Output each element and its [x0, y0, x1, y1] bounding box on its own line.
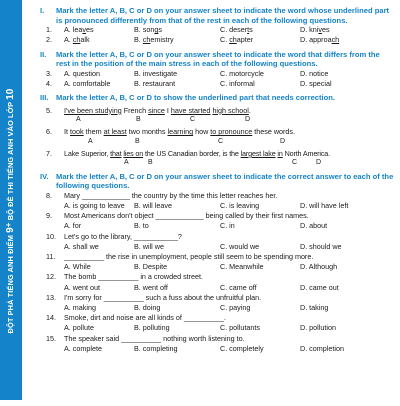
option-a: A. While: [64, 262, 91, 272]
option-a: A. chalk: [64, 35, 90, 45]
question-14: 14. Smoke, dirt and noise are all kinds of __________.: [40, 313, 395, 323]
section-3-heading: [40, 93, 395, 103]
answer-letters: A B C D: [124, 159, 322, 167]
option-c: C. is leaving: [220, 200, 260, 210]
option-a: A. pollute: [64, 323, 94, 333]
section-instruction: Mark the letter A, B, C or D on your answer sheet to indicate the word that differs from the rest in the position of the main stress in each of the following questions.: [56, 49, 380, 69]
option-a: A. is going to leave: [64, 200, 125, 210]
question-stem: The speaker said __________ nothing worth listening to.: [64, 333, 245, 343]
option-d: D. completion: [300, 343, 344, 353]
question-8: 8. Mary ____________ the country by the time this letter reaches her.: [40, 191, 395, 201]
question-6: [40, 127, 395, 137]
section-1-heading: [40, 6, 395, 25]
book-spine-band: [0, 0, 22, 400]
answer-letters: A B C D: [88, 137, 286, 145]
option-b: B. songs: [134, 25, 162, 35]
question-7: [40, 149, 395, 159]
question-number: 3.: [46, 68, 52, 78]
question-11: 11. __________ the rise in unemployment, people still seem to be spending more.: [40, 252, 395, 262]
spine-title-mid: BỘ ĐỀ THI TIẾNG ANH VÀO LỚP: [6, 102, 15, 221]
section-4-heading: [40, 172, 395, 191]
spine-title-nine: 9: [5, 227, 16, 233]
question-15: 15. The speaker said __________ nothing worth listening to.: [40, 334, 395, 344]
question-stem: Smoke, dirt and noise are all kinds of __________.: [64, 313, 226, 323]
option-b: B. chemistry: [134, 35, 174, 45]
question-3: [40, 69, 395, 79]
section-number: I.: [40, 6, 45, 15]
spine-title-pre: ĐỘT PHÁ TIẾNG ANH ĐIỂM: [6, 235, 15, 334]
option-b: B. will leave: [134, 200, 172, 210]
spine-title: [4, 16, 18, 406]
option-c: C. motorcycle: [220, 68, 264, 78]
option-a: A. question: [64, 68, 100, 78]
question-number: 2.: [46, 35, 52, 45]
option-a: A. making: [64, 302, 96, 312]
option-c: C. completely: [220, 343, 264, 353]
spine-title-plus: +: [4, 222, 13, 228]
option-d: D. pollution: [300, 323, 336, 333]
option-d: D. Although: [300, 262, 338, 272]
option-d: D. came out: [300, 282, 339, 292]
option-c: C. came off: [220, 282, 257, 292]
option-c: C. chapter: [220, 35, 254, 45]
option-d: D. will have left: [300, 200, 349, 210]
section-instruction: Mark the letter A, B, C or D on your answer sheet to indicate the correct answer to each of the following questions.: [56, 171, 394, 191]
question-sentence: Lake Superior, that lies on the US Canadian border, is the largest lake in North America.: [64, 148, 330, 158]
question-sentence: It took them at least two months learning how to pronounce these words.: [64, 127, 295, 137]
option-b: B. Despite: [134, 262, 168, 272]
option-d: D. notice: [300, 68, 329, 78]
option-c: C. deserts: [220, 25, 253, 35]
section-number: III.: [40, 93, 49, 103]
option-a: A. complete: [64, 343, 102, 353]
option-d: D. taking: [300, 302, 329, 312]
option-b: B. polluting: [134, 323, 170, 333]
option-b: B. went off: [134, 282, 168, 292]
option-b: B. to: [134, 221, 149, 231]
option-d: D. approach: [300, 35, 340, 45]
option-d: D. knives: [300, 25, 330, 35]
question-2: [40, 35, 395, 45]
question-8-options: [40, 201, 395, 211]
question-4: [40, 79, 395, 89]
question-stem: Mary ____________ the country by the time this letter reaches her.: [64, 190, 278, 200]
question-13: 13. I'm sorry for __________ such a fuss about the unfruitful plan.: [40, 293, 395, 303]
option-b: B. completing: [134, 343, 178, 353]
question-number: 4.: [46, 78, 52, 88]
question-sentence: I've been studying French since I have started high school.: [64, 105, 251, 115]
question-12: 12. The bomb __________ in a crowded street.: [40, 272, 395, 282]
option-a: A. went out: [64, 282, 100, 292]
option-c: C. pollutants: [220, 323, 260, 333]
option-b: B. doing: [134, 302, 161, 312]
question-11-options: [40, 262, 395, 272]
question-10: 10. Let's go to the library, ___________?: [40, 232, 395, 242]
question-number: 1.: [46, 25, 52, 35]
question-10-options: [40, 242, 395, 252]
question-12-options: [40, 283, 395, 293]
option-c: C. in: [220, 221, 235, 231]
question-9: 9. Most Americans don't object ____________ being called by their first names.: [40, 211, 395, 221]
option-d: D. special: [300, 78, 332, 88]
question-stem: __________ the rise in unemployment, people still seem to be spending more.: [64, 251, 314, 261]
option-b: B. investigate: [134, 68, 178, 78]
question-1: [40, 25, 395, 35]
option-d: D. about: [300, 221, 328, 231]
option-a: A. for: [64, 221, 82, 231]
question-number: 6.: [46, 127, 52, 137]
question-9-options: [40, 221, 395, 231]
option-d: D. should we: [300, 241, 342, 251]
question-15-options: [40, 344, 395, 354]
option-b: B. will we: [134, 241, 164, 251]
worksheet: [40, 0, 395, 400]
option-c: C. Meanwhile: [220, 262, 264, 272]
question-stem: Let's go to the library, ___________?: [64, 231, 182, 241]
question-14-options: [40, 323, 395, 333]
question-13-options: [40, 303, 395, 313]
question-number: 7.: [46, 148, 52, 158]
option-b: B. restaurant: [134, 78, 176, 88]
option-a: A. leaves: [64, 25, 94, 35]
question-stem: Most Americans don't object ____________ being called by their first names.: [64, 211, 309, 221]
section-instruction: Mark the letter A, B, C or D on your answer sheet to indicate the word whose underlined part is pronounced differently from that of the rest in each of the following questions.: [56, 6, 390, 25]
section-number: II.: [40, 49, 47, 59]
answer-letters: A B C D: [76, 115, 251, 123]
option-a: A. comfortable: [64, 78, 111, 88]
section-2-heading: [40, 50, 395, 69]
question-stem: The bomb __________ in a crowded street.: [64, 272, 204, 282]
option-c: C. paying: [220, 302, 251, 312]
option-a: A. shall we: [64, 241, 99, 251]
section-number: IV.: [40, 171, 49, 181]
spine-title-ten: 10: [5, 88, 16, 100]
question-stem: I'm sorry for __________ such a fuss about the unfruitful plan.: [64, 292, 262, 302]
option-c: C. informal: [220, 78, 255, 88]
question-5: [40, 106, 395, 116]
question-number: 5.: [46, 105, 52, 115]
option-c: C. would we: [220, 241, 260, 251]
section-instruction: Mark the letter A, B, C or D to show the underlined part that needs correction.: [56, 93, 336, 103]
